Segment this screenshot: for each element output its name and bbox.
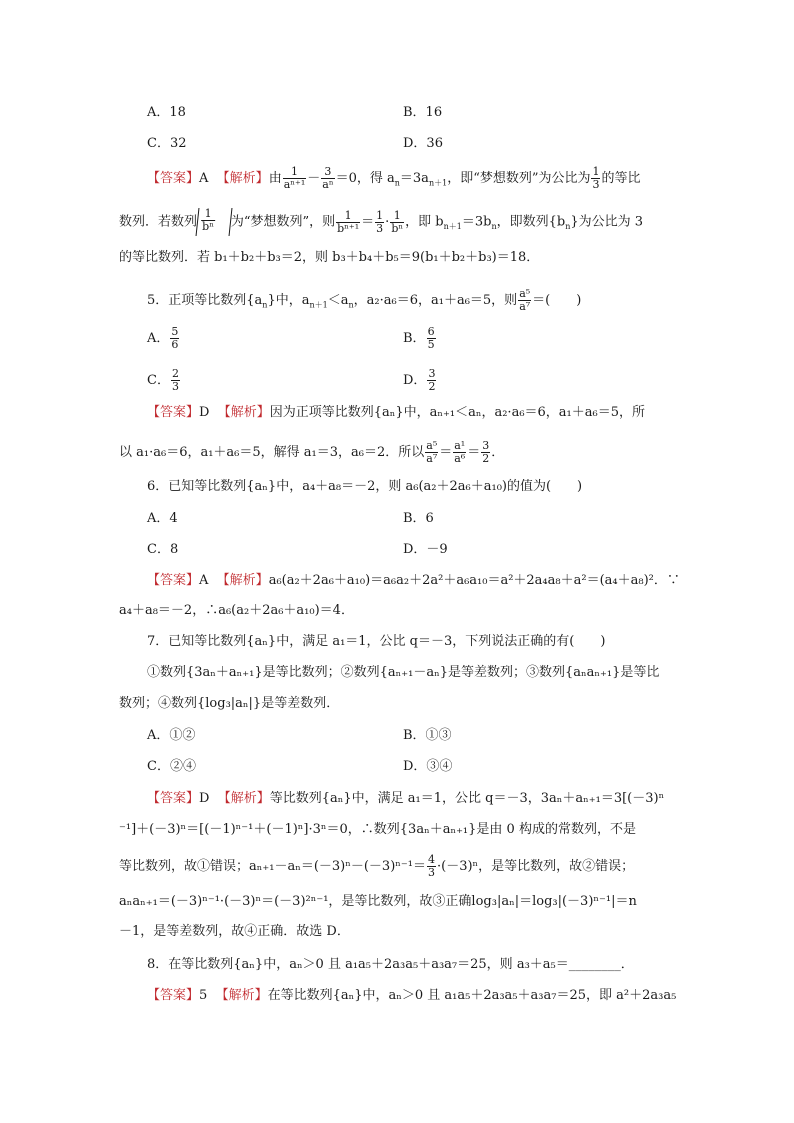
q4-option-a: A．18 [147,105,186,120]
q7-stem: 7．已知等比数列{aₙ}中，满足 a₁＝1，公比 q＝－3，下列说法正确的有( ) [147,634,606,649]
text: ＜a [327,293,349,308]
text: ＝0，得 a [335,171,395,186]
text: }为公比为 3 [570,214,644,230]
text: 为“梦想数列”，则 [230,214,336,230]
analysis-tag: 【解析】 [217,405,270,420]
text: ＝( ) [532,293,582,308]
answer-value: D [199,405,210,420]
q7-option-d: D．③④ [403,759,453,774]
text: ，a₂·a₆＝6，a₁＋a₆＝5，则 [353,293,518,308]
q7-option-a: A．①② [147,728,196,743]
text: 等比数列，故①错误；aₙ₊₁－aₙ＝(－3)ⁿ－(－3)ⁿ⁻¹＝ [119,859,426,874]
q8-stem: 8．在等比数列{aₙ}中，aₙ＞0 且 a₁a₅＋2a₃a₅＋a₃a₇＝25，则 a₃＋a₅＝________． [147,957,634,972]
q4-option-d: D．36 [403,136,443,151]
q5-analysis-line-2: 以 a₁·a₆＝6，a₁＋a₆＝5，解得 a₁＝3，a₆＝2．所以 $\frac{\text{a⁵}}{\text{a⁷}}$ ＝ $\frac{\text{a¹}}{\text{a⁶}}$ ＝ $\frac{3}{2}$ ． [119,439,505,465]
sequence-bracket: $\frac{1}{\text{bⁿ}}$ [196,208,233,236]
text: · [385,214,390,230]
text: 以 a₁·a₆＝6，a₁＋a₆＝5，解得 a₁＝3，a₆＝2．所以 [119,445,425,460]
q7-analysis-line-2: ⁻¹]＋(－3)ⁿ＝[(－1)ⁿ⁻¹＋(－1)ⁿ]·3ⁿ＝0，∴数列{3aₙ＋aₙ₊₁}是由 0 构成的常数列，不是 [119,822,636,837]
q4-analysis-line-3: 的等比数列．若 b₁＋b₂＋b₃＝2，则 b₃＋b₄＋b₅＝9(b₁＋b₂＋b₃)＝18． [119,250,540,265]
fraction: $\frac{1}{\text{bⁿ⁺¹}}$ [337,208,360,235]
q6-analysis-line-1 [147,571,680,591]
answer-value: D [199,791,210,806]
text: 因为正项等比数列{aₙ}中，aₙ₊₁＜aₙ，a₂·a₆＝6，a₁＋a₆＝5，所 [269,405,645,420]
text: 5．正项等比数列{a [147,293,263,308]
q7-option-c: C．②④ [147,759,196,774]
fraction: $\frac{\text{a⁵}}{\text{a⁷}}$ [519,287,531,313]
q8-analysis-line-1 [147,986,676,1006]
answer-value: A [199,573,209,588]
q5-option-b: B． $\frac{6}{5}$ [403,325,435,351]
fraction: $\frac{3}{\text{aⁿ}}$ [322,165,334,191]
text: ，即 b [405,214,444,230]
q7-analysis-line-4: aₙaₙ₊₁＝(－3)ⁿ⁻¹·(－3)ⁿ＝(－3)²ⁿ⁻¹，是等比数列，故③正确log₃|aₙ|＝log₃|(－3)ⁿ⁻¹|＝n [119,894,637,909]
q5-stem: 5．正项等比数列$\{a_n\}$中，$a_{n+1}<a_n$，a₂·a₆＝6，a₁＋a₆＝5，则 $\frac{\text{a⁵}}{\text{a⁷}}$ ＝( ) [147,287,582,313]
analysis-tag: 【解析】 [217,791,270,806]
fraction: $\frac{1}{3}$ [376,208,384,235]
q6-option-d: D．－9 [403,542,448,557]
answer-value: 5 [199,988,208,1003]
q5-analysis-line-1 [147,403,645,423]
q7-analysis-line-1 [147,789,664,809]
q7-statements-line-2: 数列；④数列{log₃|aₙ|}是等差数列． [119,696,340,711]
fraction: $\frac{1}{3}$ [592,165,600,191]
text: a₆(a₂＋2a₆＋a₁₀)＝a₆a₂＋2a²＋a₆a₁₀＝a²＋2a₄a₈＋a²＝(a₄＋a₈)²．∵ [268,573,680,588]
text: ＝3a [399,171,429,186]
text: 等比数列{aₙ}中，满足 a₁＝1，公比 q＝－3，3aₙ＋aₙ₊₁＝3[(－3)ⁿ [269,791,665,806]
answer-tag: 【答案】 [147,405,200,420]
text: － [307,171,321,186]
text: 数列．若数列 [119,214,198,230]
q5-option-a: A． $\frac{5}{6}$ [147,325,179,351]
q7-statements-line-1: ①数列{3aₙ＋aₙ₊₁}是等比数列；②数列{aₙ₊₁－aₙ}是等差数列；③数列{aₙaₙ₊₁}是等比 [147,665,660,680]
q5-option-d: D． $\frac{3}{2}$ [403,367,436,393]
fraction: $\frac{1}{\text{bⁿ}}$ [391,208,404,235]
q7-analysis-line-3: 等比数列，故①错误；aₙ₊₁－aₙ＝(－3)ⁿ－(－3)ⁿ⁻¹＝ $\frac{4}{3}$ ·(－3)ⁿ，是等比数列，故②错误； [119,853,635,879]
q6-analysis-line-2: a₄＋a₈＝－2，∴a₆(a₂＋2a₆＋a₁₀)＝4． [119,603,354,618]
q4-analysis-line-1: 【答案】A 【解析】由 $\frac{1}{\text{aⁿ⁺¹}}$ － $\frac{3}{\text{aⁿ}}$ ＝0，得 $a_n=3a_{n+1}$，即“梦想数列”为公比为 $\frac{1}{3}$ 的等比 [147,165,641,191]
text: 在等比数列{aₙ}中，aₙ＞0 且 a₁a₅＋2a₃a₅＋a₃a₇＝25，即 a²＋2a₃a₅ [267,988,677,1003]
q4-option-c: C．32 [147,136,187,151]
q6-option-c: C．8 [147,542,179,557]
q7-analysis-line-5: －1，是等差数列，故④正确．故选 D． [119,924,350,939]
text: 由 [268,171,282,186]
analysis-tag: 【解析】 [216,573,269,588]
q4-option-b: B．16 [403,105,443,120]
text: 的等比 [601,171,641,186]
text: ，即数列{b [496,214,566,230]
answer-value: A [199,171,209,186]
q6-stem: 6．已知等比数列{aₙ}中，a₄＋a₈＝－2，则 a₆(a₂＋2a₆＋a₁₀)的值为( ) [147,479,583,494]
fraction: $\frac{1}{\text{aⁿ⁺¹}}$ [283,165,306,191]
q7-option-b: B．①③ [403,728,452,743]
answer-tag: 【答案】 [147,573,200,588]
q5-option-c: C． $\frac{2}{3}$ [147,367,179,393]
answer-tag: 【答案】 [147,988,200,1003]
q6-option-b: B．6 [403,511,434,526]
text: }中，a [267,293,310,308]
analysis-tag: 【解析】 [215,988,268,1003]
text: ＝3b [461,214,492,230]
q4-analysis-line-2: 数列．若数列 $\frac{1}{\text{bⁿ}}$ 为“梦想数列”，则 $\frac{1}{\text{bⁿ⁺¹}}$ ＝ $\frac{1}{3}$ · $\frac{1}{\text{bⁿ}}$ ，即 $b_{n+1}=3b_n$，即数列$\{b_n\}$为公比为 3 [119,207,644,235]
analysis-tag: 【解析】 [216,171,269,186]
text: ·(－3)ⁿ，是等比数列，故②错误； [436,859,635,874]
answer-tag: 【答案】 [147,171,200,186]
text: ＝ [361,214,375,230]
q6-option-a: A．4 [147,511,178,526]
text: ，即“梦想数列”为公比为 [447,171,591,186]
answer-tag: 【答案】 [147,791,200,806]
